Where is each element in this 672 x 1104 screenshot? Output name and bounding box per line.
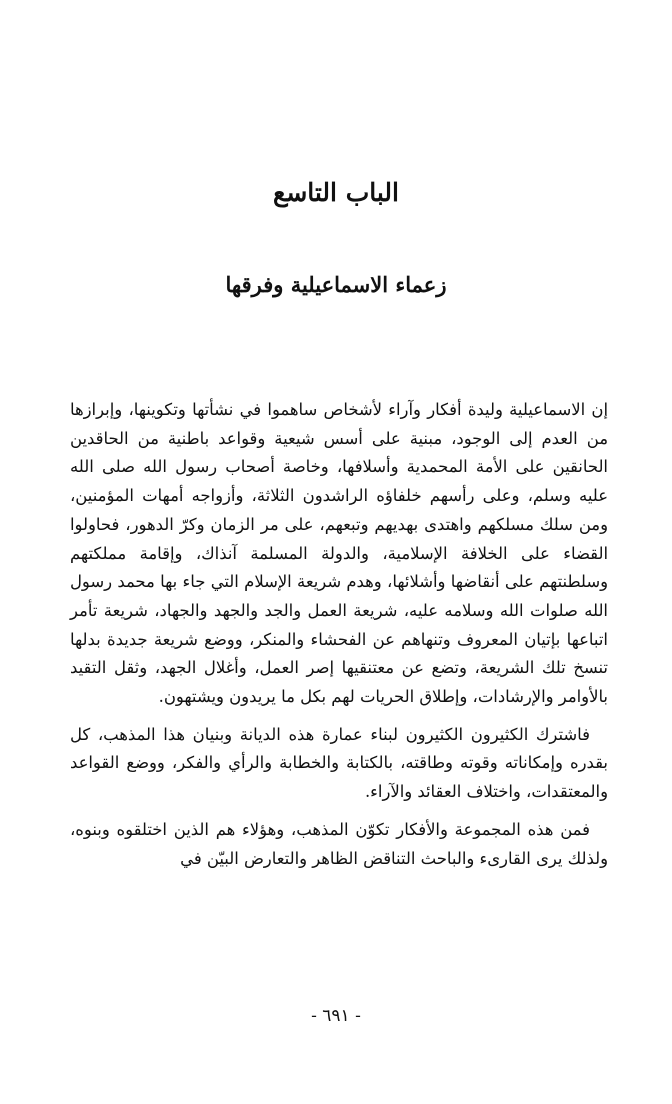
paragraph-1: إن الاسماعيلية وليدة أفكار وآراء لأشخاص ساهموا في نشأتها وتكوينها، وإبرازها من العدم إلى الوجود، مبنية على أسس شيعية وقواعد باطنية من الحاقدين الحانقين على الأمة المحمدية وأسلافها، وخاصة أصحاب رسول الله صلى الله عليه وسلم، وعلى رأسهم خلفاؤه الراشدون الثلاثة، وأزواجه أمهات المؤمنين، ومن سلك مسلكهم واهتدى بهديهم وتبعهم، على مر الزمان وكرّ الدهور، فحاولوا القضاء على الخلافة الإسلامية، والدولة المسلمة آنذاك، وإقامة مملكتهم وسلطنتهم على أنقاضها وأشلائها، وهدم شريعة الإسلام التي جاء بها محمد رسول الله صلوات الله وسلامه عليه، شريعة العمل والجد والجهد والجهاد، شريعة تأمر اتباعها بإتيان المعروف وتنهاهم عن الفحشاء والمنكر، ووضع شريعة جديدة بدلها تنسخ تلك الشريعة، وتضع عن معتنقيها إصر العمل، وأغلال الجهد، وثقل التقيد بالأوامر والإرشادات، وإطلاق الحريات لهم بكل ما يريدون ويشتهون. bbox=[70, 400, 608, 707]
body-text bbox=[70, 396, 608, 882]
section-title: زعماء الاسماعيلية وفرقها bbox=[225, 272, 447, 297]
paragraph-2: فاشترك الكثيرون الكثيرون لبناء عمارة هذه الديانة وبنيان هذا المذهب، كل بقدره وإمكاناته وقوته وطاقته، بالكتابة والخطابة والرأي والفكر، ووضع القواعد والمعتقدات، واختلاف العقائد والآراء. bbox=[70, 724, 608, 802]
chapter-title: الباب التاسع bbox=[273, 178, 399, 207]
paragraph-3: فمن هذه المجموعة والأفكار تكوّن المذهب، وهؤلاء هم الذين اختلقوه وبنوه، ولذلك يرى القارىء والباحث التناقض الظاهر والتعارض البيّن في bbox=[70, 819, 608, 868]
page-number: - ٦٩١ - bbox=[311, 1006, 361, 1026]
